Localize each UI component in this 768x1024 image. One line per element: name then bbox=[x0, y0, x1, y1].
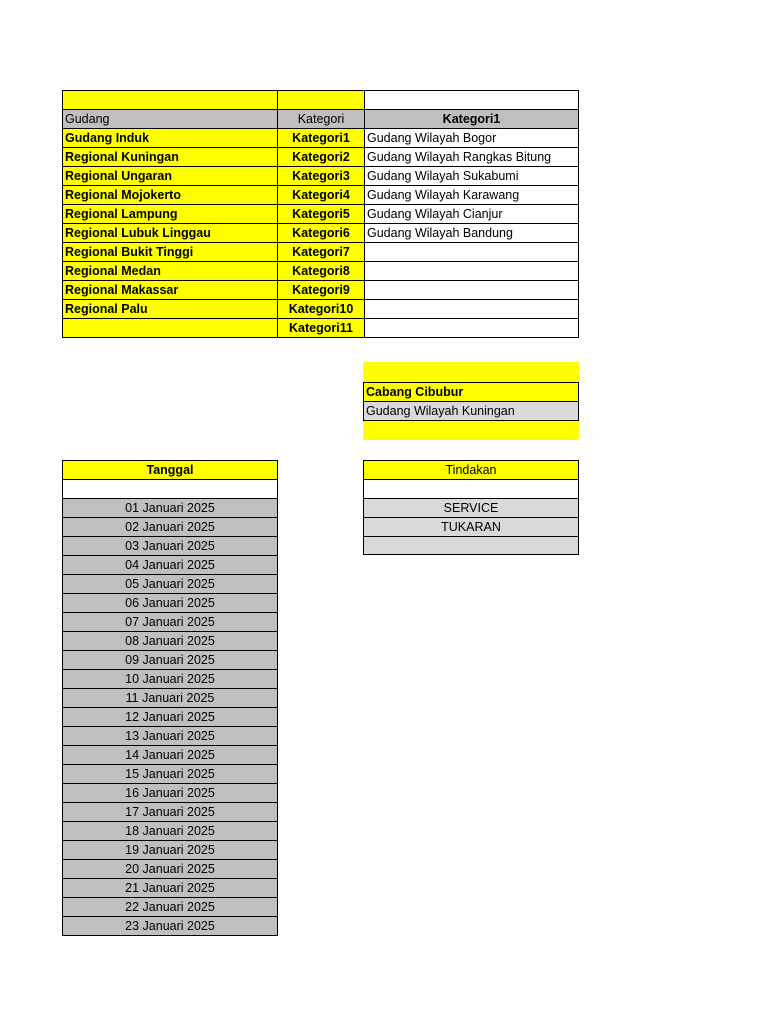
kategori-cell[interactable]: Kategori5 bbox=[278, 204, 365, 223]
table-row bbox=[63, 726, 278, 745]
kategori-cell[interactable]: Kategori2 bbox=[278, 147, 365, 166]
date-cell[interactable]: 12 Januari 2025 bbox=[63, 707, 278, 726]
table-row bbox=[63, 707, 278, 726]
table-row bbox=[63, 574, 278, 593]
date-cell[interactable]: 05 Januari 2025 bbox=[63, 574, 278, 593]
date-cell[interactable]: 15 Januari 2025 bbox=[63, 764, 278, 783]
kategori1-cell[interactable] bbox=[365, 242, 579, 261]
header-row bbox=[364, 461, 579, 480]
blank-row bbox=[63, 480, 278, 499]
table-row bbox=[63, 242, 579, 261]
header-tindakan[interactable]: Tindakan bbox=[364, 461, 579, 480]
table-row bbox=[63, 147, 579, 166]
cabang-value-row bbox=[364, 401, 579, 420]
kategori1-cell[interactable]: Gudang Wilayah Cianjur bbox=[365, 204, 579, 223]
table-row bbox=[63, 840, 278, 859]
header-kategori1[interactable]: Kategori1 bbox=[365, 109, 579, 128]
date-cell[interactable]: 10 Januari 2025 bbox=[63, 669, 278, 688]
date-cell[interactable]: 23 Januari 2025 bbox=[63, 916, 278, 935]
date-cell[interactable]: 02 Januari 2025 bbox=[63, 517, 278, 536]
table-row bbox=[63, 517, 278, 536]
gudang-cell[interactable]: Regional Kuningan bbox=[63, 147, 278, 166]
cabang-table bbox=[363, 362, 579, 440]
kategori1-cell[interactable]: Gudang Wilayah Bogor bbox=[365, 128, 579, 147]
table-row bbox=[63, 783, 278, 802]
date-cell[interactable]: 22 Januari 2025 bbox=[63, 897, 278, 916]
blank-row bbox=[364, 363, 579, 383]
table-row bbox=[364, 517, 579, 536]
date-cell[interactable]: 01 Januari 2025 bbox=[63, 498, 278, 517]
kategori-cell[interactable]: Kategori8 bbox=[278, 261, 365, 280]
table-row bbox=[63, 536, 278, 555]
table-row bbox=[63, 593, 278, 612]
blank-row bbox=[364, 536, 579, 555]
cell[interactable] bbox=[63, 91, 278, 110]
gudang-cell[interactable]: Regional Lubuk Linggau bbox=[63, 223, 278, 242]
kategori-cell[interactable]: Kategori10 bbox=[278, 299, 365, 318]
table-row bbox=[63, 878, 278, 897]
table-row bbox=[63, 204, 579, 223]
table-row bbox=[63, 859, 278, 878]
date-cell[interactable]: 18 Januari 2025 bbox=[63, 821, 278, 840]
date-cell[interactable]: 04 Januari 2025 bbox=[63, 555, 278, 574]
header-gudang[interactable]: Gudang bbox=[63, 109, 278, 128]
gudang-cell[interactable]: Regional Bukit Tinggi bbox=[63, 242, 278, 261]
gudang-cell[interactable]: Regional Mojokerto bbox=[63, 185, 278, 204]
kategori-cell[interactable]: Kategori7 bbox=[278, 242, 365, 261]
table-row bbox=[63, 166, 579, 185]
table-row bbox=[63, 261, 579, 280]
date-cell[interactable]: 07 Januari 2025 bbox=[63, 612, 278, 631]
header-row bbox=[63, 109, 579, 128]
table-row bbox=[63, 688, 278, 707]
kategori-cell[interactable]: Kategori6 bbox=[278, 223, 365, 242]
table-row bbox=[63, 498, 278, 517]
table-row bbox=[63, 318, 579, 337]
date-cell[interactable]: 13 Januari 2025 bbox=[63, 726, 278, 745]
kategori1-cell[interactable] bbox=[365, 261, 579, 280]
kategori1-cell[interactable] bbox=[365, 280, 579, 299]
gudang-cell[interactable]: Regional Medan bbox=[63, 261, 278, 280]
gudang-cell[interactable]: Gudang Induk bbox=[63, 128, 278, 147]
cell[interactable] bbox=[365, 91, 579, 110]
blank-row bbox=[63, 91, 579, 110]
table-row bbox=[364, 498, 579, 517]
kategori-cell[interactable]: Kategori11 bbox=[278, 318, 365, 337]
cell[interactable] bbox=[364, 420, 579, 440]
kategori-cell[interactable]: Kategori1 bbox=[278, 128, 365, 147]
header-row bbox=[63, 461, 278, 480]
kategori-cell[interactable]: Kategori9 bbox=[278, 280, 365, 299]
gudang-cell[interactable]: Regional Makassar bbox=[63, 280, 278, 299]
gudang-cell[interactable]: Regional Palu bbox=[63, 299, 278, 318]
table-row bbox=[63, 821, 278, 840]
table-row bbox=[63, 650, 278, 669]
date-cell[interactable]: 19 Januari 2025 bbox=[63, 840, 278, 859]
date-cell[interactable]: 17 Januari 2025 bbox=[63, 802, 278, 821]
kategori1-cell[interactable] bbox=[365, 318, 579, 337]
table-row bbox=[63, 764, 278, 783]
date-cell[interactable]: 14 Januari 2025 bbox=[63, 745, 278, 764]
cabang-title[interactable]: Cabang Cibubur bbox=[364, 382, 579, 401]
kategori1-cell[interactable]: Gudang Wilayah Rangkas Bitung bbox=[365, 147, 579, 166]
table-row bbox=[63, 299, 579, 318]
tanggal-table bbox=[62, 460, 278, 936]
table-row bbox=[63, 185, 579, 204]
date-cell[interactable]: 21 Januari 2025 bbox=[63, 878, 278, 897]
table-row bbox=[63, 745, 278, 764]
table-row bbox=[63, 128, 579, 147]
date-cell[interactable]: 06 Januari 2025 bbox=[63, 593, 278, 612]
cell[interactable] bbox=[63, 480, 278, 499]
table-row bbox=[63, 897, 278, 916]
tindakan-option-cell[interactable]: TUKARAN bbox=[364, 517, 579, 536]
blank-row bbox=[364, 420, 579, 440]
gudang-kategori-table bbox=[62, 90, 579, 338]
gudang-cell[interactable]: Regional Ungaran bbox=[63, 166, 278, 185]
date-cell[interactable]: 03 Januari 2025 bbox=[63, 536, 278, 555]
cell[interactable] bbox=[364, 536, 579, 555]
cell[interactable] bbox=[364, 363, 579, 383]
kategori1-cell[interactable]: Gudang Wilayah Sukabumi bbox=[365, 166, 579, 185]
date-cell[interactable]: 11 Januari 2025 bbox=[63, 688, 278, 707]
header-kategori[interactable]: Kategori bbox=[278, 109, 365, 128]
table-row bbox=[63, 555, 278, 574]
kategori-cell[interactable]: Kategori3 bbox=[278, 166, 365, 185]
table-row bbox=[63, 916, 278, 935]
header-tanggal[interactable]: Tanggal bbox=[63, 461, 278, 480]
date-cell[interactable]: 09 Januari 2025 bbox=[63, 650, 278, 669]
kategori-cell[interactable]: Kategori4 bbox=[278, 185, 365, 204]
kategori1-cell[interactable]: Gudang Wilayah Bandung bbox=[365, 223, 579, 242]
table-row bbox=[63, 280, 579, 299]
tindakan-option-cell[interactable]: SERVICE bbox=[364, 498, 579, 517]
table-row bbox=[63, 612, 278, 631]
kategori1-cell[interactable] bbox=[365, 299, 579, 318]
cabang-title-row bbox=[364, 382, 579, 401]
gudang-cell[interactable]: Regional Lampung bbox=[63, 204, 278, 223]
table-row bbox=[63, 669, 278, 688]
kategori1-cell[interactable]: Gudang Wilayah Karawang bbox=[365, 185, 579, 204]
date-cell[interactable]: 16 Januari 2025 bbox=[63, 783, 278, 802]
cell[interactable] bbox=[278, 91, 365, 110]
blank-row bbox=[364, 480, 579, 499]
table-row bbox=[63, 223, 579, 242]
date-cell[interactable]: 20 Januari 2025 bbox=[63, 859, 278, 878]
table-row bbox=[63, 802, 278, 821]
cell[interactable] bbox=[364, 480, 579, 499]
date-cell[interactable]: 08 Januari 2025 bbox=[63, 631, 278, 650]
cabang-value[interactable]: Gudang Wilayah Kuningan bbox=[364, 401, 579, 420]
tindakan-table bbox=[363, 460, 579, 555]
table-row bbox=[63, 631, 278, 650]
gudang-cell[interactable] bbox=[63, 318, 278, 337]
